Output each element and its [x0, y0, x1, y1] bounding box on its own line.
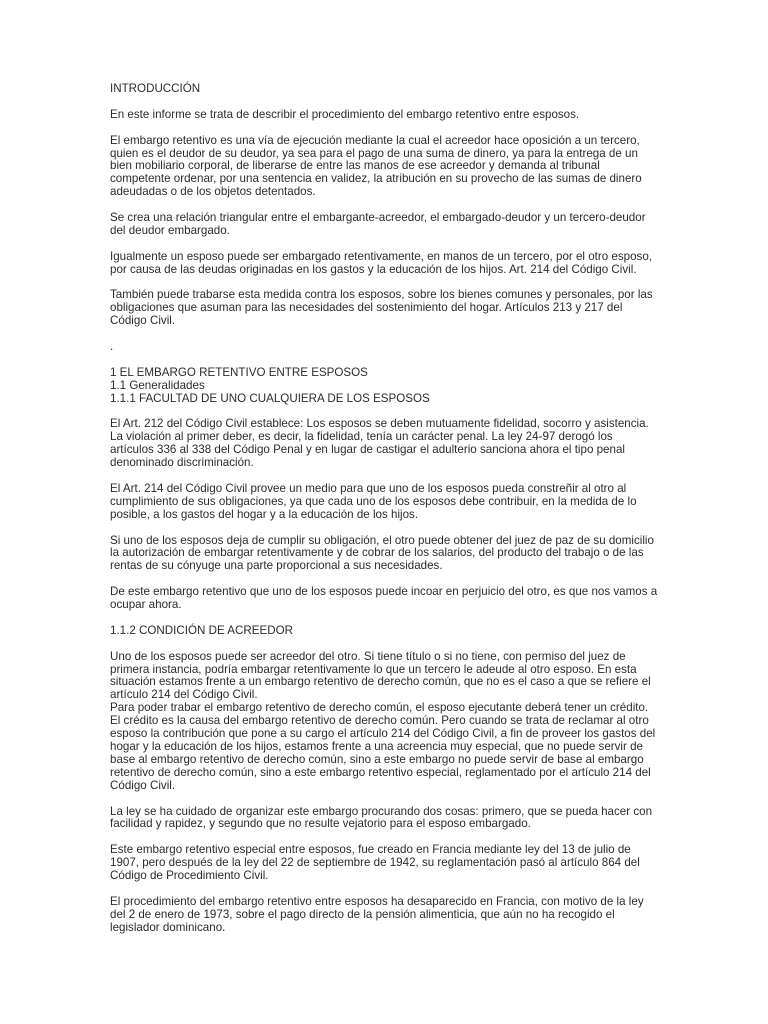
este-embargo-paragraph: Este embargo retentivo especial entre esposos, fue creado en Francia mediante ley del 13 de julio de 1907, pero después de la ley del 22 de septiembre de 1942, su reglamentación pasó al artículo 864 del Código de Procedimiento Civil.	[110, 843, 640, 883]
section-heading-1-1: 1.1 Generalidades	[110, 378, 205, 392]
igualmente-paragraph: Igualmente un esposo puede ser embargado retentivamente, en manos de un tercero, por el otro esposo, por causa de las deudas originadas en los gastos y la educación de los hijos. Art. 214 del Código Civil.	[110, 249, 653, 276]
document-title: INTRODUCCIÓN	[110, 82, 201, 95]
section-heading-1: 1 EL EMBARGO RETENTIVO ENTRE ESPOSOS	[110, 365, 368, 379]
tambien-paragraph: También puede trabarse esta medida contra los esposos, sobre los bienes comunes y personales, por las obligaciones que asuman para las necesidades del sostenimiento del hogar. Artículos 213 y 217 del Código Civil.	[110, 288, 653, 328]
definition-paragraph: El embargo retentivo es una vía de ejecución mediante la cual el acreedor hace oposición a un tercero, quien es el deudor de su deudor, ya sea para el pago de una suma de dinero, ya para la entrega de un bien mobiliario corporal, de liberarse de entre las manos de ese acreedor y demanda al tribunal competente ordenar, por una sentencia en validez, la atribución en su provecho de las sumas de dinero adeudadas o de los objetos detentados.	[110, 133, 642, 199]
la-ley-paragraph: La ley se ha cuidado de organizar este embargo procurando dos cosas: primero, que se pueda hacer con facilidad y rapidez, y segundo que no resulte vejatorio para el esposo embargado.	[110, 804, 653, 831]
document-page	[110, 83, 660, 947]
intro-paragraph: En este informe se trata de describir el procedimiento del embargo retentivo entre esposos.	[110, 107, 580, 121]
art214-paragraph: El Art. 214 del Código Civil provee un medio para que uno de los esposos pueda constreñir al otro al cumplimiento de sus obligaciones, ya que cada uno de los esposos debe contribuir, en la medida de lo posible, a los gastos del hogar y a la educación de los hijos.	[110, 481, 637, 521]
para-poder-paragraph: Para poder trabar el embargo retentivo de derecho común, el esposo ejecutante deberá tener un crédito. El crédito es la causa del embargo retentivo de derecho común. Pero cuando se trata de reclamar al otro esposo la contribución que pone a su cargo el artículo 214 del Código Civil, a fin de proveer los gastos del hogar y la educación de los hijos, estamos frente a una acreencia muy especial, que no puede servir de base al embargo retentivo de derecho común, sino a este embargo no puede servir de base al embargo retentivo de derecho común, sino a este embargo retentivo especial, reglamentado por el artículo 214 del Código Civil.	[110, 701, 656, 792]
de-este-paragraph: De este embargo retentivo que uno de los esposos puede incoar en perjuicio del otro, es que nos vamos a ocupar ahora.	[110, 585, 658, 612]
el-procedimiento-paragraph: El procedimiento del embargo retentivo entre esposos ha desaparecido en Francia, con motivo de la ley del 2 de enero de 1973, sobre el pago directo de la pensión alimenticia, que aún no ha recogido el legislador dominicano.	[110, 894, 644, 934]
separator-dot: .	[110, 340, 114, 354]
uno-de-paragraph: Uno de los esposos puede ser acreedor del otro. Si tiene título o si no tiene, con permiso del juez de primera instancia, podría embargar retentivamente lo que un tercero le adeude al otro esposo. En esta situación estamos frente a un embargo retentivo de derecho común, que no es el caso a que se refiere el artículo 214 del Código Civil.	[110, 649, 651, 702]
relation-paragraph: Se crea una relación triangular entre el embargante-acreedor, el embargado-deudor y un tercero-deudor del deudor embargado.	[110, 211, 646, 237]
si-uno-paragraph: Si uno de los esposos deja de cumplir su obligación, el otro puede obtener del juez de paz de su domicilio la autorización de embargar retentivamente y de cobrar de los salarios, del producto del trabajo o de las rentas de su cónyuge una parte proporcional a sus necesidades.	[110, 533, 654, 573]
section-heading-1-1-1: 1.1.1 FACULTAD DE UNO CUALQUIERA DE LOS ESPOSOS	[110, 391, 430, 405]
art212-paragraph: El Art. 212 del Código Civil establece: Los esposos se deben mutuamente fidelidad, socorro y asistencia. La violación al primer deber, es decir, la fidelidad, tenía un carácter penal. La ley 24-97 derogó los artículos 336 al 338 del Código Penal y en lugar de castigar el adulterio sanciona ahora el tipo penal denominado discriminación.	[110, 417, 649, 470]
section-heading-1-1-2: 1.1.2 CONDICIÓN DE ACREEDOR	[110, 623, 293, 637]
